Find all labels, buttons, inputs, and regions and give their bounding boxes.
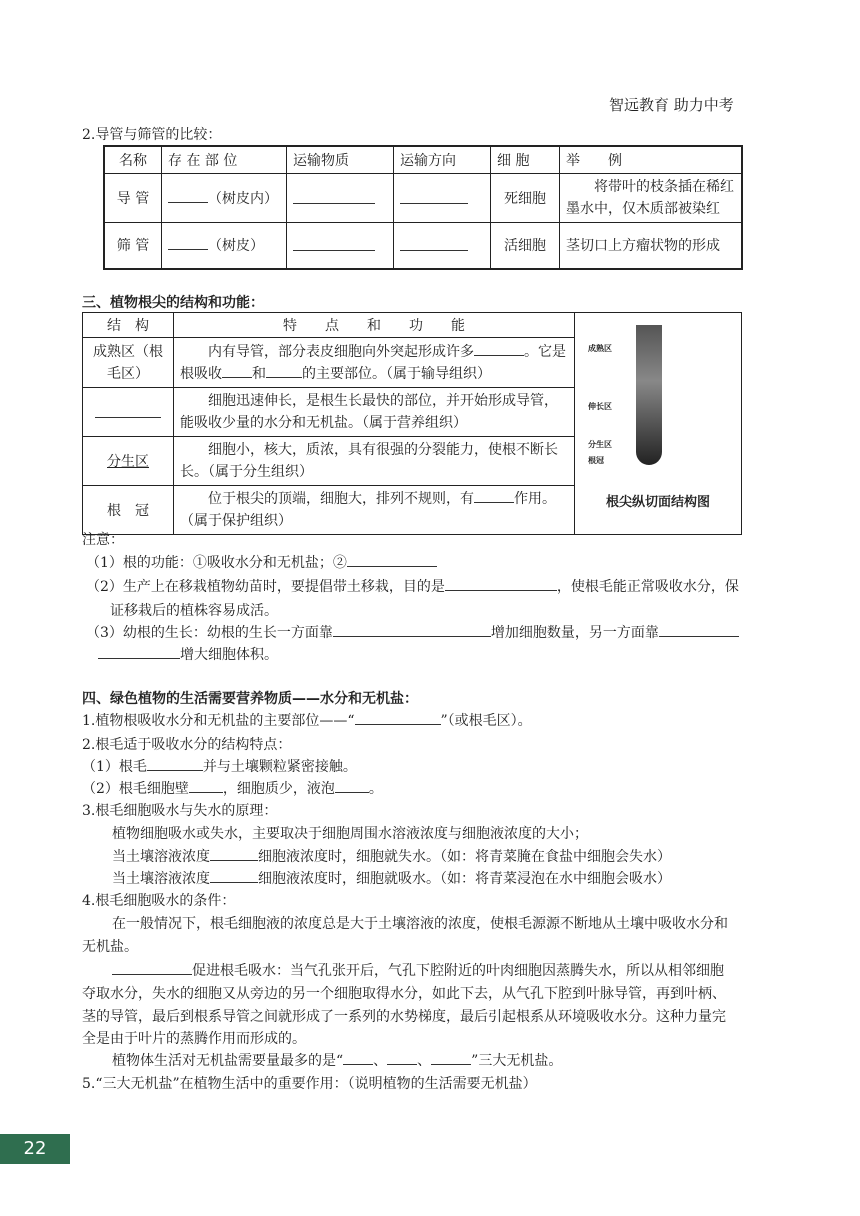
s4-line: 茎的导管，最后到根系导管之间就形成了一系列的水势梯度，最后引起根系从环境吸收水分。这种力量完 (82, 1009, 726, 1025)
s4-line: 1.植物根吸收水分和无机盐的主要部位——“ ”（或根毛区）。 (82, 710, 532, 730)
root-tip-figure (588, 319, 728, 479)
note-title: 注意： (82, 532, 124, 548)
s4-line: 无机盐。 (82, 939, 138, 955)
table2-header: 结 构 (83, 313, 174, 338)
table2-cell: 根 冠 (83, 486, 174, 535)
table1-cell: 死细胞 (491, 174, 560, 223)
blank (168, 188, 208, 203)
s4-line: 当土壤溶液浓度 细胞液浓度时，细胞就失水。（如：将青菜腌在食盐中细胞会失水） (112, 846, 671, 866)
table2-cell (83, 388, 174, 437)
blank (95, 403, 161, 418)
table1-cell: 将带叶的枝条插在稀红墨水中，仅木质部被染红 (560, 174, 743, 223)
table1-cell (394, 223, 491, 269)
note-line: 证移栽后的植株容易成活。 (110, 603, 278, 619)
s4-line: 3.根毛细胞吸水与失水的原理： (82, 803, 278, 819)
s4-line: （1）根毛 并与土壤颗粒紧密接触。 (82, 756, 357, 776)
section-4-title: 四、绿色植物的生活需要营养物质——水分和无机盐： (82, 691, 418, 707)
table1-cell: 导 管 (104, 174, 162, 223)
table1-header: 名称 (104, 146, 162, 174)
table1-cell: 活细胞 (491, 223, 560, 269)
table1-header: 运输方向 (394, 146, 491, 174)
root-tip-drawing (636, 325, 662, 465)
s4-line: （2）根毛细胞壁 ，细胞质少，液泡 。 (82, 778, 383, 798)
note-line: 增大细胞体积。 (98, 644, 278, 664)
section-2-title: 2.导管与筛管的比较： (82, 127, 222, 143)
s4-line: 4.根毛细胞吸水的条件： (82, 893, 236, 909)
s4-line: 2.根毛适于吸收水分的结构特点： (82, 737, 292, 753)
table1-header: 运输物质 (287, 146, 394, 174)
table1-header: 细 胞 (491, 146, 560, 174)
section-3-title: 三、植物根尖的结构和功能： (82, 295, 264, 311)
table1-cell (287, 223, 394, 269)
table1-cell: （树皮） (162, 223, 287, 269)
table2-cell: 分生区 (83, 437, 174, 486)
table2-cell: 细胞迅速伸长，是根生长最快的部位，并开始形成导管，能吸收少量的水分和无机盐。（属于营养组织） (174, 388, 575, 437)
figure-caption: 根尖纵切面结构图 (605, 495, 710, 510)
s4-line: 当土壤溶液浓度 细胞液浓度时，细胞就吸水。（如：将青菜浸泡在水中细胞会吸水） (112, 868, 671, 888)
s4-line: 植物体生活对无机盐需要量最多的是“ 、 、 ”三大无机盐。 (112, 1050, 562, 1070)
s4-line: 促进根毛吸水：当气孔张开后，气孔下腔附近的叶肉细胞因蒸腾失水，所以从相邻细胞 (112, 960, 724, 980)
table1-cell: （树皮内） (162, 174, 287, 223)
note-line: （2）生产上在移栽植物幼苗时，要提倡带土移栽，目的是 ，使根毛能正常吸收水分，保 (86, 576, 739, 596)
table2-cell: 位于根尖的顶端，细胞大，排列不规则，有 作用。（属于保护组织） (174, 486, 575, 535)
blank (293, 236, 375, 251)
root-tip-table (82, 312, 742, 535)
table2-cell: 细胞小，核大，质浓，具有很强的分裂能力，使根不断长长。（属于分生组织） (174, 437, 575, 486)
blank (400, 236, 468, 251)
fig-label: 根冠 (588, 456, 604, 465)
s4-line: 5.“三大无机盐”在植物生活中的重要作用：（说明植物的生活需要无机盐） (82, 1076, 537, 1092)
blank (400, 189, 468, 204)
s4-line: 全是由于叶片的蒸腾作用而形成的。 (82, 1031, 306, 1047)
s4-line: 夺取水分，失水的细胞又从旁边的另一个细胞取得水分，如此下去，从气孔下腔到叶脉导管，再到叶柄、 (82, 986, 726, 1002)
s4-line: 在一般情况下，根毛细胞液的浓度总是大于土壤溶液的浓度，使根毛源源不断地从土壤中吸收水分和 (112, 916, 728, 932)
table2-cell: 内有导管，部分表皮细胞向外突起形成许多 。它是根吸收 和 的主要部位。（属于输导组织） (174, 338, 575, 388)
table2-header: 特 点 和 功 能 (174, 313, 575, 338)
table1-cell: 筛 管 (104, 223, 162, 269)
table1-cell (287, 174, 394, 223)
note-line: （3）幼根的生长：幼根的生长一方面靠 增加细胞数量，另一方面靠 (86, 622, 739, 642)
blank (168, 235, 208, 250)
fig-label: 成熟区 (588, 344, 612, 353)
vessel-sieve-table (103, 145, 743, 270)
table1-cell: 茎切口上方瘤状物的形成 (560, 223, 743, 269)
fig-label: 分生区 (588, 440, 612, 449)
fig-label: 伸长区 (588, 402, 612, 411)
table1-header: 存 在 部 位 (162, 146, 287, 174)
page-number: 22 (0, 1134, 70, 1164)
table1-cell (394, 174, 491, 223)
blank (293, 189, 375, 204)
page-header: 智远教育 助力中考 (609, 96, 734, 114)
table2-cell: 成熟区（根毛区） (83, 338, 174, 388)
s4-line: 植物细胞吸水或失水，主要取决于细胞周围水溶液浓度与细胞液浓度的大小； (112, 826, 588, 842)
root-figure-cell (575, 313, 742, 535)
table1-header: 举 例 (560, 146, 743, 174)
note-line: （1）根的功能：①吸收水分和无机盐；② (86, 552, 437, 572)
